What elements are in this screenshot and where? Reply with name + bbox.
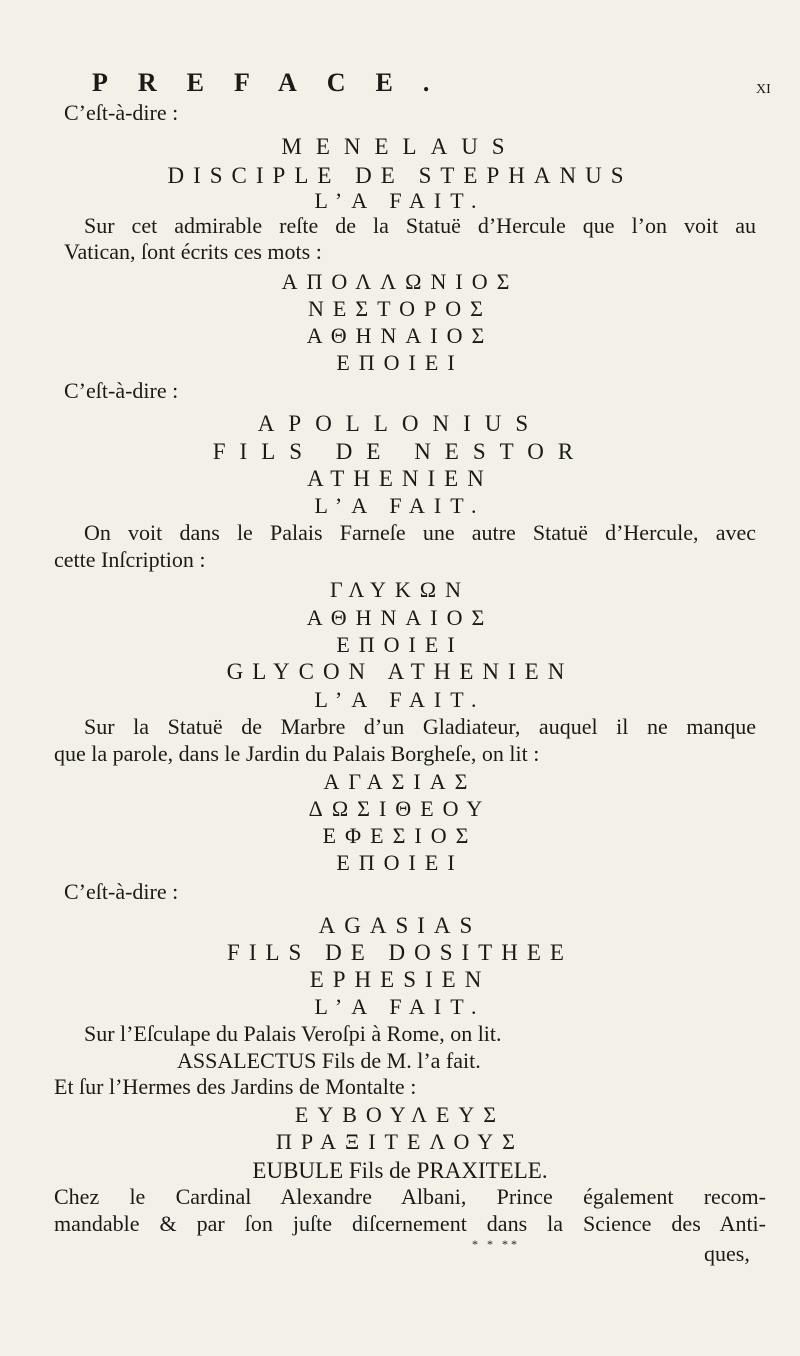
running-header: PREFACE. xyxy=(92,68,460,97)
inscription-line: EUBULE Fils de PRAXITELE. xyxy=(252,1158,548,1183)
catchword: ques, xyxy=(704,1241,750,1266)
inscription-line: DISCIPLE DE STEPHANUS xyxy=(167,163,633,188)
greek-inscription-line: ΑΘΗΝΑΙΟΣ xyxy=(306,605,494,630)
greek-inscription-line: ΝΕΣΤΟΡΟΣ xyxy=(308,296,492,321)
greek-inscription-line: ΠΡΑΞΙΤΕΛΟΥΣ xyxy=(276,1129,524,1154)
page-number: XI xyxy=(756,82,771,97)
inscription-line: L’A FAIT. xyxy=(314,493,486,518)
inscription-line: EPHESIEN xyxy=(309,967,491,992)
signature-mark: * * ** xyxy=(472,1237,520,1251)
text-line: Sur la Statuë de Marbre d’un Gladiateur, auquel il ne manque xyxy=(84,714,756,739)
text-line: On voit dans le Palais Farneſe une autre Statuë d’Hercule, avec xyxy=(84,520,756,545)
text-line: Sur l’Eſculape du Palais Veroſpi à Rome, on lit. xyxy=(84,1021,502,1046)
inscription-line: ATHENIEN xyxy=(307,466,493,491)
greek-inscription-line: ΕΠΟΙΕΙ xyxy=(336,850,464,875)
text-line: Chez le Cardinal Alexandre Albani, Prince également recom- xyxy=(54,1184,766,1209)
inscription-line: AGASIAS xyxy=(318,913,482,938)
inscription-line: MENELAUS xyxy=(281,134,519,159)
text-line: cette Inſcription : xyxy=(54,547,206,572)
text-line: Et ſur l’Hermes des Jardins de Montalte : xyxy=(54,1074,417,1099)
greek-inscription-line: ΑΓΑΣΙΑΣ xyxy=(323,769,477,794)
greek-inscription-line: ΓΛΥΚΩΝ xyxy=(330,577,470,602)
text-line: ASSALECTUS Fils de M. l’a fait. xyxy=(177,1048,481,1073)
text-line: que la parole, dans le Jardin du Palais Borgheſe, on lit : xyxy=(54,741,540,766)
greek-inscription-line: ΑΠΟΛΛΩΝΙΟΣ xyxy=(281,269,519,294)
inscription-line: L’A FAIT. xyxy=(314,994,486,1019)
text-line: C’eſt-à-dire : xyxy=(64,879,179,904)
inscription-line: FILS DE DOSITHEE xyxy=(227,940,573,965)
inscription-line: APOLLONIUS xyxy=(257,411,543,436)
greek-inscription-line: ΕΦΕΣΙΟΣ xyxy=(322,823,478,848)
greek-inscription-line: ΕΥΒΟΥΛΕΥΣ xyxy=(294,1102,506,1127)
text-line: C’eſt-à-dire : xyxy=(64,100,179,125)
inscription-line: FILS DE NESTOR xyxy=(212,439,588,464)
text-line: C’eſt-à-dire : xyxy=(64,378,179,403)
text-line: Sur cet admirable reſte de la Statuë d’Hercule que l’on voit au xyxy=(84,213,756,238)
greek-inscription-line: ΔΩΣΙΘΕΟΥ xyxy=(308,796,492,821)
text-line: Vatican, ſont écrits ces mots : xyxy=(64,239,322,264)
greek-inscription-line: ΕΠΟΙΕΙ xyxy=(336,350,464,375)
greek-inscription-line: ΕΠΟΙΕΙ xyxy=(336,632,464,657)
greek-inscription-line: ΑΘΗΝΑΙΟΣ xyxy=(306,323,494,348)
inscription-line: L’A FAIT. xyxy=(314,188,486,213)
inscription-line: L’A FAIT. xyxy=(314,687,486,712)
text-line: mandable & par ſon juſte diſcernement dans la Science des Anti- xyxy=(54,1211,766,1236)
inscription-line: GLYCON ATHENIEN xyxy=(226,659,574,684)
